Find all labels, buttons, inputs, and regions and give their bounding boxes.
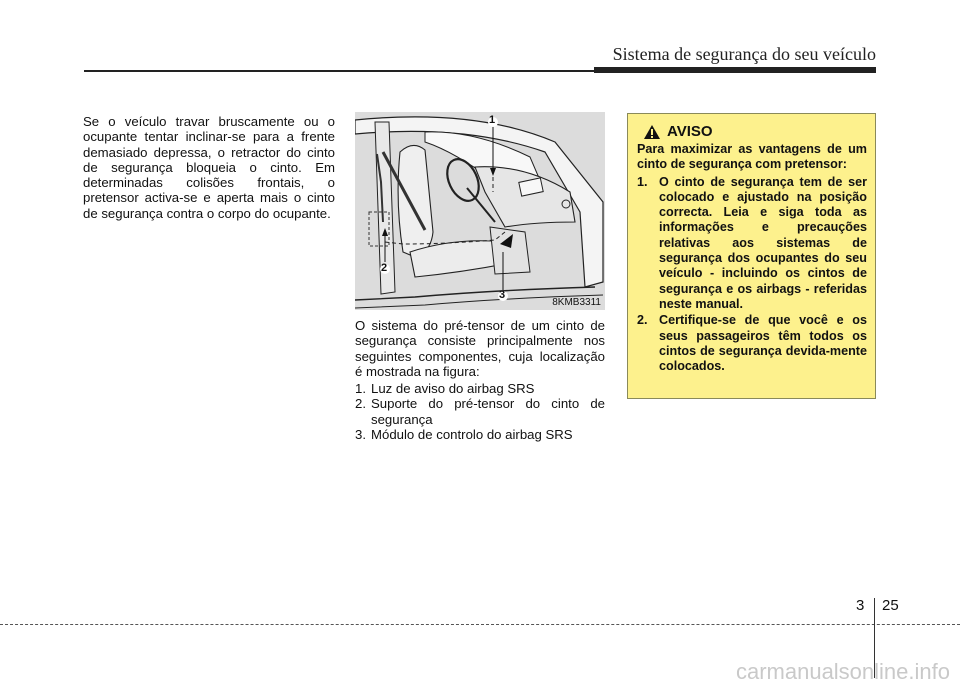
warning-header bbox=[643, 124, 867, 140]
middle-intro: O sistema do pré-tensor de um cinto de segurança consiste principalmente nos seguintes componentes, cuja localização é mostrada na figura: bbox=[355, 318, 605, 379]
warning-list bbox=[637, 175, 867, 375]
list-item bbox=[355, 396, 605, 427]
component-list bbox=[355, 381, 605, 442]
list-item bbox=[355, 381, 605, 396]
figure-callout-3: 3 bbox=[499, 289, 506, 301]
footer-rule bbox=[0, 624, 960, 625]
figure-callout-2: 2 bbox=[381, 262, 388, 274]
header-title: Sistema de segurança do seu veículo bbox=[612, 44, 876, 64]
list-item-text: Certifique-se de que você e os seus passageiros têm todos os cintos de segurança devida-mente colocados. bbox=[659, 313, 867, 374]
list-item-number: 1. bbox=[637, 174, 648, 189]
car-interior-figure bbox=[355, 112, 605, 310]
left-paragraph: Se o veículo travar bruscamente ou o ocupante tentar inclinar-se para a frente demasiado depressa, o retractor do cinto de segurança bloqueia o cinto. Em determinadas colisões frontais, o pretensor activa-se e aperta mais o cinto de segurança contra o corpo do ocupante. bbox=[83, 114, 335, 221]
middle-column bbox=[355, 318, 605, 442]
list-item bbox=[637, 175, 867, 313]
warning-intro: Para maximizar as vantagens de um cinto de segurança com pretensor: bbox=[637, 142, 867, 172]
list-item-text: Luz de aviso do airbag SRS bbox=[371, 381, 535, 397]
list-item-number: 2. bbox=[355, 396, 366, 412]
car-interior-illustration bbox=[355, 112, 605, 310]
warning-box bbox=[627, 113, 876, 399]
list-item-text: Módulo de controlo do airbag SRS bbox=[371, 427, 573, 443]
header-bar bbox=[594, 67, 876, 73]
figure-callout-1: 1 bbox=[489, 114, 496, 126]
list-item-number: 3. bbox=[355, 427, 366, 443]
list-item bbox=[637, 313, 867, 374]
left-column bbox=[83, 114, 335, 221]
warning-title: AVISO bbox=[667, 123, 713, 141]
list-item-number: 2. bbox=[637, 313, 648, 328]
watermark: carmanualsonline.info bbox=[735, 659, 950, 684]
list-item bbox=[355, 427, 605, 442]
chapter-number: 3 bbox=[856, 597, 865, 614]
warning-triangle-icon bbox=[643, 124, 661, 140]
list-item-number: 1. bbox=[355, 381, 366, 397]
figure-code: 8KMB3311 bbox=[552, 297, 601, 308]
page-number: 25 bbox=[882, 597, 899, 614]
list-item-text: O cinto de segurança tem de ser colocado e ajustado na posição correcta. Leia e siga toda as informações e precauções relativas aos sistemas de segurança dos ocupantes do seu veículo - incluindo os cintos de segurança e os airbags - referidas neste manual. bbox=[659, 174, 867, 311]
list-item-text: Suporte do pré-tensor do cinto de segurança bbox=[371, 396, 605, 427]
